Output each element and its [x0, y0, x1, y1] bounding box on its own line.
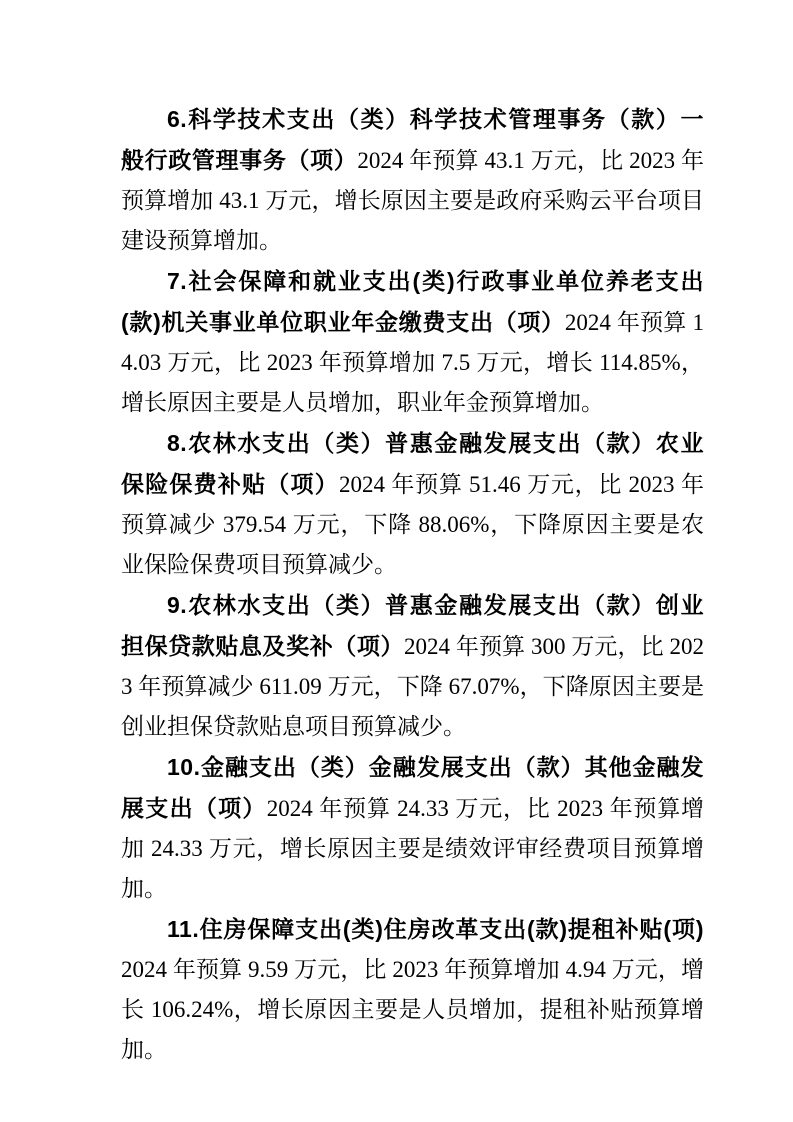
budget-item-body-8: 2024 年预算 51.46 万元，比 2023 年预算减少 379.54 万元，下降 88.06%，下降原因主要是农业保险保费项目预算减少。 [121, 472, 705, 577]
budget-item-body-6: 2024 年预算 43.1 万元，比 2023 年预算增加 43.1 万元，增长原因主要是政府采购云平台项目建设预算增加。 [121, 148, 705, 253]
budget-item-body-9: 2024 年预算 300 万元，比 2023 年预算减少 611.09 万元，下降 67.07%，下降原因主要是创业担保贷款贴息项目预算减少。 [121, 634, 705, 739]
budget-item-paragraph-10 [121, 747, 704, 909]
budget-item-paragraph-11 [121, 909, 704, 1070]
budget-item-paragraph-6 [121, 99, 704, 261]
budget-item-heading-10: 10.金融支出（类）金融发展支出（款）其他金融发展支出（项） [121, 754, 704, 821]
budget-item-heading-6: 6.科学技术支出（类）科学技术管理事务（款）一般行政管理事务（项） [121, 106, 704, 173]
budget-item-body-11: 2024 年预算 9.59 万元，比 2023 年预算增加 4.94 万元，增长 106.24%，增长原因主要是人员增加，提租补贴预算增加。 [121, 957, 704, 1062]
budget-item-body-7: 2024 年预算 14.03 万元，比 2023 年预算增加 7.5 万元，增长 114.85%，增长原因主要是人员增加，职业年金预算增加。 [121, 310, 704, 415]
budget-item-heading-11: 11.住房保障支出(类)住房改革支出(款)提租补贴(项) [167, 916, 704, 942]
budget-item-paragraph-7 [121, 261, 704, 423]
budget-item-heading-8: 8.农林水支出（类）普惠金融发展支出（款）农业保险保费补贴（项） [121, 430, 704, 497]
budget-item-heading-7: 7.社会保障和就业支出(类)行政事业单位养老支出(款)机关事业单位职业年金缴费支出（项） [121, 268, 704, 335]
budget-item-heading-9: 9.农林水支出（类）普惠金融发展支出（款）创业担保贷款贴息及奖补（项） [121, 592, 704, 659]
budget-item-paragraph-9 [121, 585, 704, 747]
budget-item-body-10: 2024 年预算 24.33 万元，比 2023 年预算增加 24.33 万元，增长原因主要是绩效评审经费项目预算增加。 [121, 796, 705, 901]
budget-item-paragraph-8 [121, 423, 704, 585]
